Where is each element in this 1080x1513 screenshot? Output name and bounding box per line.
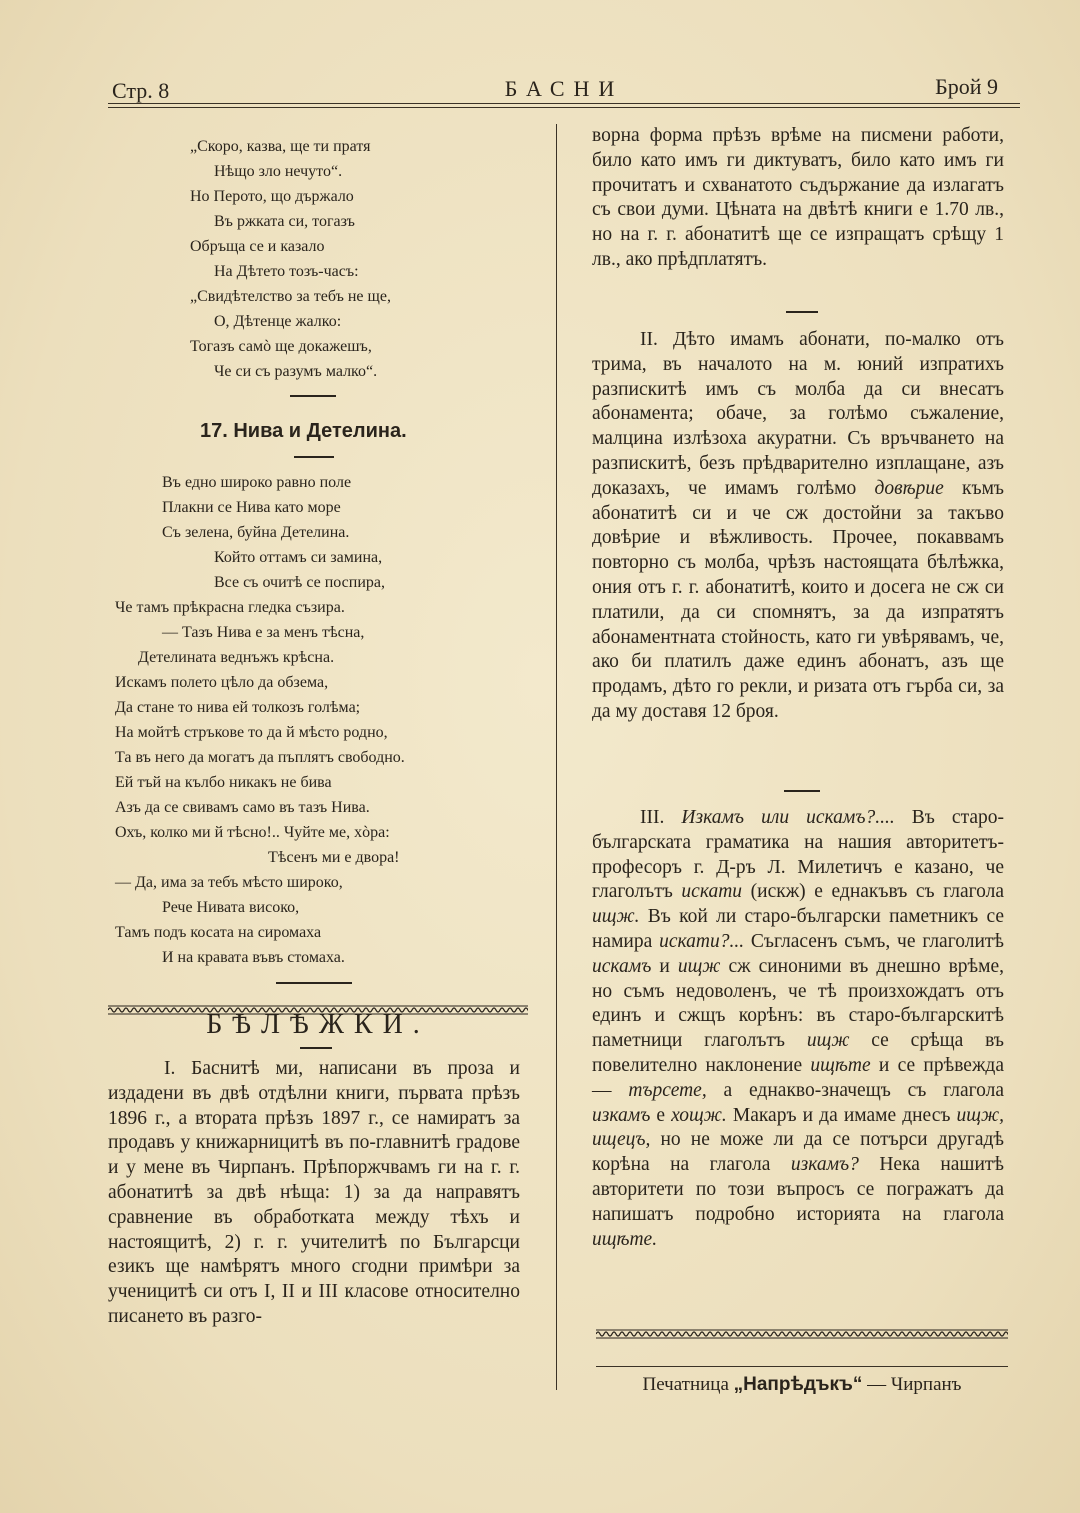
publication-title: БАСНИ <box>504 76 624 101</box>
note-text-run: но не може ли да се потърси другадѣ корѣна на глагола <box>592 1129 1004 1176</box>
verse-line: Тогазъ самò ще докажешъ, <box>190 338 372 355</box>
verse-line: Но Перото, що държало <box>190 188 354 205</box>
emphasis-word: ищж, ищецъ, <box>592 1104 1004 1151</box>
verse-line: Искамъ полето цѣло да обзема, <box>115 674 329 691</box>
emphasis-word: ищж. <box>592 906 640 928</box>
header-rule-double <box>108 107 1020 108</box>
emphasis-word: ищж <box>806 1030 850 1052</box>
verse-line: Плакни се Нива като море <box>162 499 341 516</box>
verse-line: Обръща се и казало <box>190 238 325 255</box>
verse-line: И на кравата въвъ стомаха. <box>162 949 345 966</box>
verse-line: Азъ да се свивамъ само въ тазъ Нива. <box>115 799 370 816</box>
ornamental-rule <box>596 1328 1008 1340</box>
note-text-run: Въ старо-българската граматика на нашия авторитетъ-професоръ г. Д-ръ Л. Милетичъ е казано, че глаголътъ <box>592 807 1004 903</box>
note-2-text: II. Дѣто имамъ абонати, по-малко отъ трима, въ началото на м. юний изпратихъ разпискитѣ имъ съ молба да си внесатъ абонамента; обаче, за голѣмо съжаление, малцина излѣзоха акуратни. Съ връчването на разпискитѣ, безъ прѣдварително изплащане, азъ доказахъ, че имамъ голѣмо довѣрие къмъ абонатитѣ си и че сж достойни за такъво довѣрие и вѣжливость. Прочее, покаввамъ повторно съ молба, чрѣзъ настоящата бѣлѣжка, ония отъ г. г. абонатитѣ, които и досега не сж си платили, да си спомнятъ, за да изпратятъ абонаментната стойность, като ги увѣрявамъ, че, ако би платилъ даже единъ абонатъ, азъ ще продамъ, дѣто го рекли, и ризата отъ гърба си, за да му доставя 12 броя. <box>592 329 1004 722</box>
verse-line: Тамъ подъ косата на сиромаха <box>115 924 322 941</box>
verse-line: Ей тъй на кълбо никакъ не бива <box>115 774 332 791</box>
note-1-text: I. Баснитѣ ми, написани въ проза и издадени въ двѣ отдѣлни книги, първата прѣзъ 1896 г., а втората прѣзъ 1897 г., се намиратъ за продавъ у книжарницитѣ въ по-главнитѣ градове и у мене въ Чирпанъ. Прѣпоржчвамъ ги на г. г. абонатитѣ за двѣ нѣща: 1) за да направятъ сравнение въ обработката между тѣхъ и настоящитѣ, 2) г. г. учителитѣ по Българсци езикъ ще намѣрятъ много сгодни примѣри за ученицитѣ си отъ I, II и III класове относително писането въ разго- <box>108 1058 520 1327</box>
emphasis-word: ищѣте <box>810 1054 871 1076</box>
verse-line: Рече Нивата високо, <box>162 899 300 916</box>
verse-line: На мойтѣ стръкове то да й мѣсто родно, <box>115 724 388 741</box>
press-name: „Напрѣдъкъ“ <box>733 1374 863 1395</box>
notes-heading: БѢЛѢЖКИ. <box>206 1009 430 1040</box>
note-1-part-b <box>592 124 1004 300</box>
verse-line: Въ едно широко равно поле <box>162 474 352 491</box>
emphasis-word: довѣрие <box>874 477 944 499</box>
verse-line: Че тамъ прѣкрасна гледка съзира. <box>115 599 345 616</box>
verse-line: — Тазъ Нива е за менъ тѣсна, <box>162 624 365 641</box>
note-text-run: и се прѣвежда — <box>592 1054 1004 1101</box>
verse-line: „Свидѣтелство за тебъ не ще, <box>190 288 391 305</box>
verse-line: Охъ, колко ми й тѣсно!.. Чуйте ме, хòра: <box>115 824 390 841</box>
verse-line: Съ зелена, буйна Детелина. <box>162 524 350 541</box>
note-1-text-continued: ворна форма прѣзъ врѣме на писмени работи, било като имъ ги диктуватъ, било като имъ ги прочитатъ и схванатото съдържание да излагатъ съ свои думи. Цѣната на двѣтѣ книги е 1.70 лв., но на г. г. абонатитѣ ще се изпращатъ срѣщу 1 лв., ако прѣдплатятъ. <box>592 125 1004 270</box>
note-text-run: Съгласенъ съмъ, че глаголитѣ <box>744 930 1004 952</box>
verse-line: Детелината веднъжъ крѣсна. <box>138 649 335 666</box>
fable-title: 17. Нива и Детелина. <box>200 420 407 442</box>
verse-line: Въ ржката си, тогазъ <box>214 213 355 230</box>
separator-rule <box>784 790 820 792</box>
note-text-run: и <box>651 955 678 977</box>
emphasis-word: изкамъ <box>592 1104 651 1126</box>
footer-rule <box>596 1366 1008 1367</box>
verse-line: Та въ него да могатъ да пъплятъ свободно. <box>115 749 405 766</box>
separator-rule <box>300 1047 332 1049</box>
note-text-run: е <box>650 1104 672 1126</box>
emphasis-word: искати?... <box>659 930 745 952</box>
note-text-run: Макаръ и да имаме днесъ <box>726 1104 957 1126</box>
note-text-run: а еднакво-значещъ съ глагола <box>706 1079 1004 1101</box>
note-1-part-a <box>108 1057 520 1390</box>
emphasis-word: ищѣте. <box>592 1228 658 1250</box>
separator-rule <box>786 311 818 313</box>
verse-line: О, Дѣтенце жалко: <box>214 313 342 330</box>
note-text-run: III. <box>640 807 682 828</box>
verse-line: Нѣщо зло нечуто“. <box>214 163 343 180</box>
separator-rule <box>294 456 334 458</box>
emphasis-word: ищж <box>677 955 721 977</box>
verse-line: На Дѣтето тозъ-часъ: <box>214 263 359 280</box>
note-3 <box>592 806 1004 1252</box>
verse-line: Все съ очитѣ се поспира, <box>214 574 386 591</box>
verse-line: Да стане то нива ей толкозъ голѣма; <box>115 699 361 716</box>
header-rule <box>108 103 1020 104</box>
emphasis-word: искати <box>681 881 743 903</box>
emphasis-word: изкамъ? <box>790 1154 859 1176</box>
page-header <box>108 74 1020 104</box>
note-text-run: Въ кой ли старо-български паметникъ се намира <box>592 906 1004 952</box>
note-3-text <box>592 806 1004 1252</box>
note-text-run: (искж) е еднакъвъ съ глагола <box>742 881 1004 903</box>
note-text-run: се срѣща въ повелително наклонение <box>592 1030 1004 1076</box>
page-number: Стр. 8 <box>112 78 170 103</box>
verse-line: Тѣсенъ ми е двора! <box>268 849 400 866</box>
column-divider <box>556 124 557 1390</box>
separator-rule <box>290 395 336 397</box>
issue-number: Брой 9 <box>935 74 998 99</box>
note-text-run: Нека нашитѣ авторитети по този въпросъ се погражатъ да напишатъ подробно историята на глагола <box>592 1154 1004 1225</box>
emphasis-word: Изкамъ или искамъ?.... <box>681 807 895 828</box>
emphasis-word: търсете, <box>628 1079 707 1101</box>
printer-imprint: Печатница „Напрѣдъкъ“ — Чирпанъ <box>642 1374 962 1395</box>
verse-line: „Скоро, казва, ще ти пратя <box>190 138 371 155</box>
emphasis-word: искамъ <box>592 955 652 977</box>
separator-rule <box>276 982 352 984</box>
verse-line: Който оттамъ си замина, <box>214 549 383 566</box>
emphasis-word: хощж. <box>671 1104 727 1126</box>
verse-line: Че си съ разумъ малко“. <box>214 363 378 380</box>
note-2 <box>592 328 1004 725</box>
note-text-run: сж синоними въ днешно врѣме, но съмъ недоволенъ, че тѣ произхождатъ отъ единъ и сжщъ корѣнъ: въ старо-българскитѣ паметници глаголътъ <box>592 955 1004 1052</box>
verse-line: — Да, има за тебъ мѣсто широко, <box>115 874 343 891</box>
